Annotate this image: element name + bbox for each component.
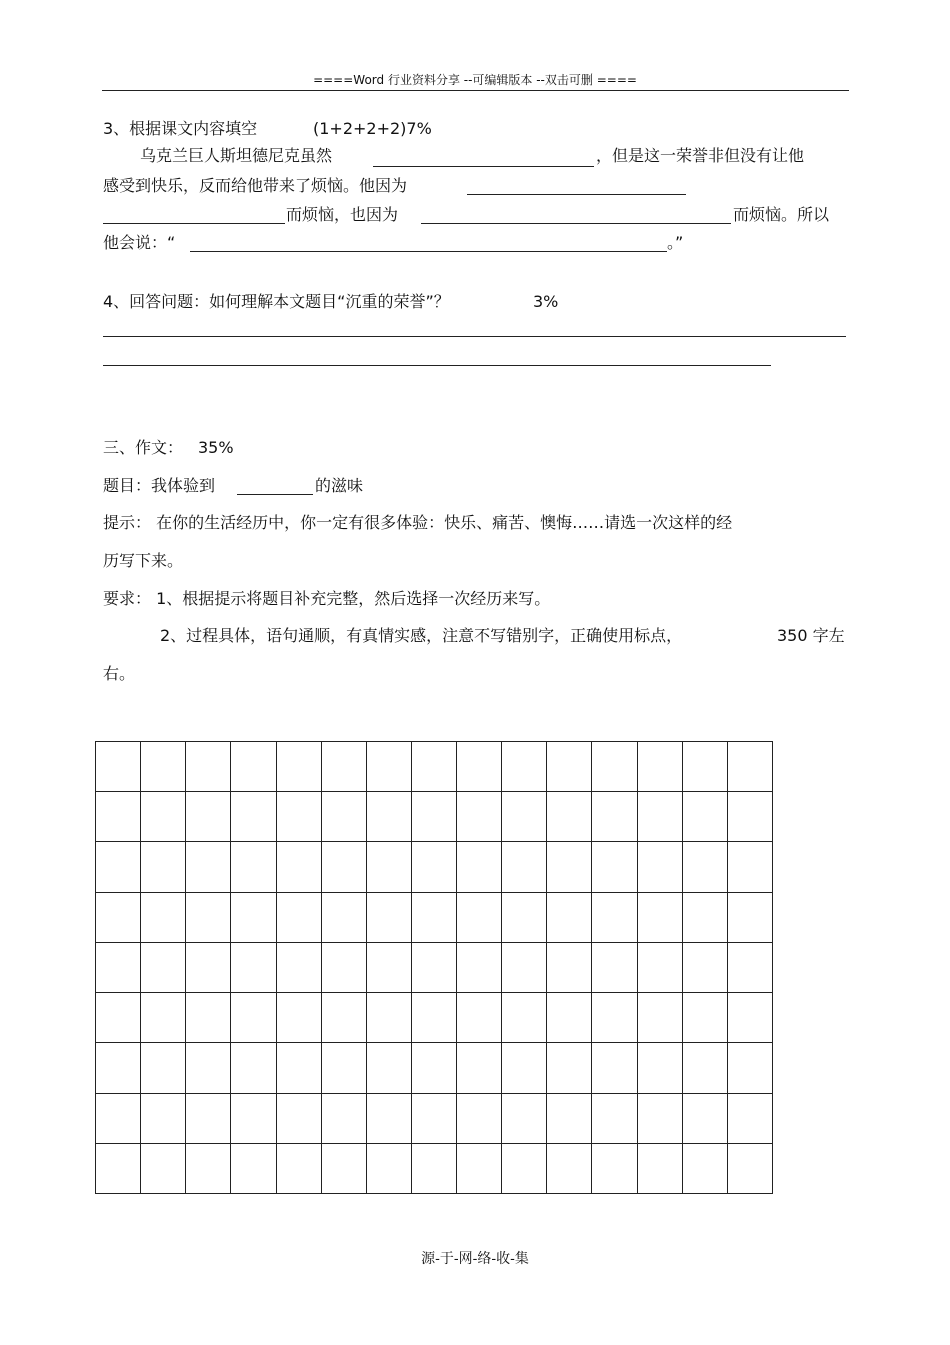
grid-cell[interactable]	[592, 943, 637, 993]
grid-cell[interactable]	[457, 893, 502, 943]
grid-cell[interactable]	[96, 1094, 141, 1144]
grid-cell[interactable]	[502, 792, 547, 842]
grid-cell[interactable]	[277, 893, 322, 943]
grid-cell[interactable]	[141, 993, 186, 1043]
grid-cell[interactable]	[367, 792, 412, 842]
grid-cell[interactable]	[728, 742, 773, 792]
q3-line1-text-b: ，但是这一荣誉非但没有让他	[596, 146, 805, 165]
q3-line4-text-b: 。”	[667, 233, 684, 252]
topic-blank[interactable]	[237, 494, 313, 495]
grid-cell[interactable]	[96, 742, 141, 792]
grid-cell[interactable]	[683, 1094, 728, 1144]
grid-cell[interactable]	[412, 842, 457, 892]
grid-cell[interactable]	[96, 943, 141, 993]
grid-cell[interactable]	[96, 1043, 141, 1093]
grid-cell[interactable]	[322, 742, 367, 792]
grid-cell[interactable]	[728, 1094, 773, 1144]
grid-cell[interactable]	[638, 792, 683, 842]
topic-text-a: 题目：我体验到	[103, 476, 216, 495]
grid-cell[interactable]	[231, 792, 276, 842]
grid-cell[interactable]	[141, 742, 186, 792]
grid-cell[interactable]	[638, 1144, 683, 1194]
grid-cell[interactable]	[322, 792, 367, 842]
grid-cell[interactable]	[186, 943, 231, 993]
grid-cell[interactable]	[322, 1144, 367, 1194]
grid-cell[interactable]	[141, 893, 186, 943]
grid-cell[interactable]	[412, 1144, 457, 1194]
header-banner: ====Word 行业资料分享 --可编辑版本 --双击可删 ====	[313, 73, 637, 87]
grid-cell[interactable]	[367, 742, 412, 792]
requirement-1: 要求： 1、根据提示将题目补充完整，然后选择一次经历来写。	[103, 589, 551, 608]
grid-cell[interactable]	[638, 943, 683, 993]
grid-cell[interactable]	[277, 742, 322, 792]
grid-cell[interactable]	[502, 1043, 547, 1093]
grid-cell[interactable]	[412, 1094, 457, 1144]
q3-blank-4[interactable]	[421, 223, 731, 224]
grid-cell[interactable]	[231, 893, 276, 943]
grid-cell[interactable]	[186, 1094, 231, 1144]
grid-cell[interactable]	[141, 1094, 186, 1144]
grid-cell[interactable]	[186, 1043, 231, 1093]
grid-cell[interactable]	[457, 993, 502, 1043]
grid-cell[interactable]	[728, 943, 773, 993]
grid-cell[interactable]	[592, 993, 637, 1043]
grid-cell[interactable]	[277, 842, 322, 892]
grid-cell[interactable]	[231, 1094, 276, 1144]
grid-cell[interactable]	[367, 1144, 412, 1194]
grid-cell[interactable]	[322, 893, 367, 943]
q4-title: 4、回答问题：如何理解本文题目“沉重的荣誉”？	[103, 292, 450, 311]
grid-cell[interactable]	[683, 742, 728, 792]
grid-cell[interactable]	[728, 993, 773, 1043]
grid-cell[interactable]	[322, 943, 367, 993]
grid-cell[interactable]	[638, 993, 683, 1043]
grid-cell[interactable]	[231, 943, 276, 993]
grid-cell[interactable]	[322, 993, 367, 1043]
grid-cell[interactable]	[502, 1094, 547, 1144]
grid-cell[interactable]	[547, 893, 592, 943]
grid-cell[interactable]	[412, 742, 457, 792]
q3-blank-3[interactable]	[103, 223, 285, 224]
grid-cell[interactable]	[502, 893, 547, 943]
grid-cell[interactable]	[683, 842, 728, 892]
grid-cell[interactable]	[367, 943, 412, 993]
grid-cell[interactable]	[683, 1144, 728, 1194]
grid-cell[interactable]	[592, 792, 637, 842]
grid-cell[interactable]	[322, 842, 367, 892]
requirement-2-count: 350 字左	[777, 626, 845, 645]
grid-cell[interactable]	[367, 993, 412, 1043]
grid-cell[interactable]	[96, 993, 141, 1043]
grid-cell[interactable]	[728, 893, 773, 943]
grid-cell[interactable]	[186, 1144, 231, 1194]
topic-text-b: 的滋味	[315, 476, 364, 495]
hint-line-1: 提示： 在你的生活经历中，你一定有很多体验：快乐、痛苦、懊悔……请选一次这样的经	[103, 513, 733, 532]
q3-score: (1+2+2+2)7%	[313, 119, 432, 138]
grid-cell[interactable]	[96, 893, 141, 943]
grid-cell[interactable]	[457, 1144, 502, 1194]
grid-cell[interactable]	[231, 1043, 276, 1093]
grid-cell[interactable]	[638, 1043, 683, 1093]
grid-cell[interactable]	[592, 1094, 637, 1144]
grid-cell[interactable]	[502, 943, 547, 993]
grid-cell[interactable]	[186, 742, 231, 792]
grid-cell[interactable]	[683, 943, 728, 993]
grid-cell[interactable]	[728, 792, 773, 842]
grid-cell[interactable]	[683, 792, 728, 842]
grid-cell[interactable]	[683, 993, 728, 1043]
grid-cell[interactable]	[457, 742, 502, 792]
grid-cell[interactable]	[277, 943, 322, 993]
grid-cell[interactable]	[728, 1144, 773, 1194]
grid-cell[interactable]	[457, 792, 502, 842]
grid-cell[interactable]	[457, 943, 502, 993]
grid-cell[interactable]	[592, 842, 637, 892]
grid-cell[interactable]	[547, 1144, 592, 1194]
grid-cell[interactable]	[547, 792, 592, 842]
grid-cell[interactable]	[502, 993, 547, 1043]
grid-cell[interactable]	[96, 1144, 141, 1194]
grid-cell[interactable]	[231, 742, 276, 792]
section3-score: 35%	[198, 438, 234, 457]
grid-cell[interactable]	[322, 1043, 367, 1093]
footer-text: 源-于-网-络-收-集	[421, 1251, 529, 1267]
grid-cell[interactable]	[547, 993, 592, 1043]
q3-line3-text-a: 而烦恼，也因为	[286, 205, 399, 224]
q3-blank-5[interactable]	[190, 251, 667, 252]
grid-cell[interactable]	[547, 1094, 592, 1144]
grid-cell[interactable]	[457, 842, 502, 892]
grid-cell[interactable]	[683, 1043, 728, 1093]
grid-cell[interactable]	[592, 1144, 637, 1194]
requirement-2-tail: 右。	[103, 664, 136, 683]
grid-cell[interactable]	[277, 1094, 322, 1144]
grid-cell[interactable]	[367, 893, 412, 943]
grid-cell[interactable]	[141, 943, 186, 993]
grid-cell[interactable]	[502, 742, 547, 792]
grid-cell[interactable]	[502, 1144, 547, 1194]
grid-cell[interactable]	[277, 792, 322, 842]
grid-cell[interactable]	[457, 1094, 502, 1144]
q4-answer-line-1[interactable]	[103, 336, 846, 337]
hint-line-2: 历写下来。	[103, 551, 184, 570]
requirement-2: 2、过程具体，语句通顺，有真情实感，注意不写错别字，正确使用标点，	[160, 626, 683, 645]
grid-cell[interactable]	[412, 792, 457, 842]
q3-blank-2[interactable]	[467, 194, 686, 195]
grid-cell[interactable]	[322, 1094, 367, 1144]
grid-cell[interactable]	[186, 792, 231, 842]
grid-cell[interactable]	[96, 842, 141, 892]
grid-cell[interactable]	[186, 893, 231, 943]
grid-cell[interactable]	[141, 1043, 186, 1093]
grid-cell[interactable]	[186, 842, 231, 892]
grid-cell[interactable]	[728, 842, 773, 892]
grid-cell[interactable]	[547, 1043, 592, 1093]
grid-cell[interactable]	[457, 1043, 502, 1093]
grid-cell[interactable]	[547, 943, 592, 993]
grid-cell[interactable]	[638, 893, 683, 943]
grid-cell[interactable]	[412, 993, 457, 1043]
q3-line3-text-b: 而烦恼。所以	[733, 205, 830, 224]
grid-cell[interactable]	[186, 993, 231, 1043]
grid-cell[interactable]	[141, 792, 186, 842]
grid-cell[interactable]	[277, 1144, 322, 1194]
q3-line4-text-a: 他会说：“	[103, 233, 176, 252]
grid-cell[interactable]	[96, 792, 141, 842]
header-divider	[102, 90, 849, 91]
q3-blank-1[interactable]	[373, 166, 594, 167]
grid-cell[interactable]	[231, 1144, 276, 1194]
grid-cell[interactable]	[502, 842, 547, 892]
grid-cell[interactable]	[367, 842, 412, 892]
grid-cell[interactable]	[592, 893, 637, 943]
section3-heading: 三、作文：	[103, 438, 184, 457]
grid-cell[interactable]	[412, 943, 457, 993]
grid-cell[interactable]	[638, 842, 683, 892]
grid-cell[interactable]	[412, 1043, 457, 1093]
grid-cell[interactable]	[367, 1094, 412, 1144]
grid-cell[interactable]	[683, 893, 728, 943]
grid-cell[interactable]	[592, 742, 637, 792]
grid-cell[interactable]	[547, 742, 592, 792]
grid-cell[interactable]	[638, 742, 683, 792]
q3-line2-text-a: 感受到快乐，反而给他带来了烦恼。他因为	[103, 176, 408, 195]
grid-cell[interactable]	[231, 993, 276, 1043]
grid-cell[interactable]	[141, 1144, 186, 1194]
grid-cell[interactable]	[412, 893, 457, 943]
grid-cell[interactable]	[277, 1043, 322, 1093]
grid-cell[interactable]	[277, 993, 322, 1043]
q3-line1-text-a: 乌克兰巨人斯坦德尼克虽然	[140, 146, 333, 165]
grid-cell[interactable]	[592, 1043, 637, 1093]
grid-cell[interactable]	[141, 842, 186, 892]
grid-cell[interactable]	[231, 842, 276, 892]
q4-score: 3%	[533, 292, 559, 311]
q3-title: 3、根据课文内容填空	[103, 119, 258, 138]
writing-grid[interactable]	[95, 741, 773, 1194]
grid-cell[interactable]	[728, 1043, 773, 1093]
q4-answer-line-2[interactable]	[103, 365, 771, 366]
grid-cell[interactable]	[547, 842, 592, 892]
grid-cell[interactable]	[638, 1094, 683, 1144]
grid-cell[interactable]	[367, 1043, 412, 1093]
